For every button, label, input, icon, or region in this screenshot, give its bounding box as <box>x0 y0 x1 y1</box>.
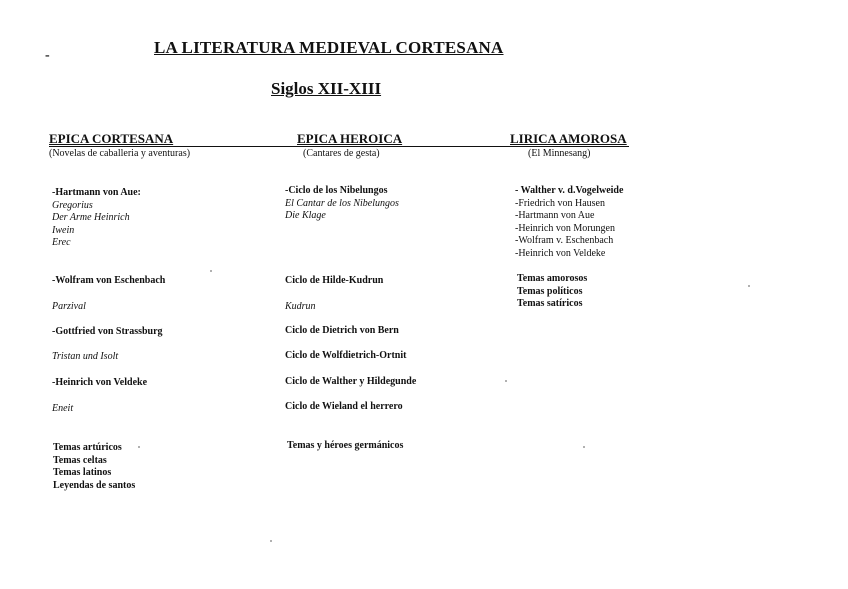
temas-cortesana <box>53 442 135 492</box>
page-title: LA LITERATURA MEDIEVAL CORTESANA <box>154 38 504 57</box>
poet-friedrich: -Friedrich von Hausen <box>515 197 605 209</box>
temas-lirica <box>517 273 587 311</box>
author-heinrich: -Heinrich von Veldeke <box>52 377 148 388</box>
work-der-arme-heinrich: Der Arme Heinrich <box>52 212 130 223</box>
cycle-hilde-kudrun: Ciclo de Hilde-Kudrun <box>285 275 384 286</box>
work-erec: Erec <box>52 237 71 248</box>
hartmann-block <box>52 187 141 250</box>
temas-heroica: Temas y héroes germánicos <box>287 440 404 451</box>
heading-epica-heroica: EPICA HEROICA <box>297 131 403 146</box>
subheading-epica-heroica: (Cantares de gesta) <box>303 148 380 159</box>
scan-speck <box>210 270 212 272</box>
cycle-nibelungos: -Ciclo de los Nibelungos <box>285 185 388 196</box>
subheading-epica-cortesana: (Novelas de caballeria y aventuras) <box>49 148 191 159</box>
scan-speck <box>583 446 585 448</box>
minnesang-poets <box>515 185 623 260</box>
scan-speck <box>138 446 140 448</box>
work-kudrun: Kudrun <box>285 301 316 312</box>
work-iwein: Iwein <box>52 224 75 236</box>
work-parzival: Parzival <box>52 301 86 312</box>
work-die-klage: Die Klage <box>285 210 326 221</box>
work-cantar-nibelungos: El Cantar de los Nibelungos <box>285 197 399 209</box>
subheading-lirica-amorosa: (El Minnesang) <box>528 148 591 159</box>
tema-satiricos: Temas satíricos <box>517 298 583 309</box>
heading-lirica-amorosa: LIRICA AMOROSA <box>510 131 627 146</box>
heading-epica-cortesana: EPICA CORTESANA <box>49 131 174 146</box>
cycle-walther: Ciclo de Walther y Hildegunde <box>285 376 417 387</box>
work-gregorius: Gregorius <box>52 199 93 211</box>
poet-morungen: -Heinrich von Morungen <box>515 222 615 234</box>
cycle-wieland: Ciclo de Wieland el herrero <box>285 401 403 412</box>
tema-celtas: Temas celtas <box>53 454 107 466</box>
author-wolfram: -Wolfram von Eschenbach <box>52 275 166 286</box>
page-subtitle: Siglos XII-XIII <box>271 79 382 98</box>
scan-speck <box>505 380 507 382</box>
tema-arturicos: Temas artúricos <box>53 442 122 453</box>
poet-hartmann: -Hartmann von Aue <box>515 210 595 221</box>
poet-walther: - Walther v. d.Vogelweide <box>515 185 624 196</box>
poet-wolfram: -Wolfram v. Eschenbach <box>515 235 614 246</box>
cycle-wolfdietrich: Ciclo de Wolfdietrich-Ortnit <box>285 350 407 361</box>
work-eneit: Eneit <box>52 403 74 414</box>
work-tristan: Tristan und Isolt <box>52 351 119 362</box>
scan-speck <box>270 540 272 542</box>
nibelungos-block <box>285 185 399 223</box>
tema-latinos: Temas latinos <box>53 467 112 478</box>
tema-politicos: Temas políticos <box>517 285 583 297</box>
author-hartmann: -Hartmann von Aue: <box>52 187 141 198</box>
stray-dash-mark: - <box>45 48 50 63</box>
tema-amorosos: Temas amorosos <box>517 273 588 284</box>
author-gottfried: -Gottfried von Strassburg <box>52 326 163 337</box>
heading-rule <box>49 146 629 147</box>
cycle-dietrich: Ciclo de Dietrich von Bern <box>285 325 399 336</box>
scan-speck <box>748 285 750 287</box>
tema-leyendas: Leyendas de santos <box>53 479 136 491</box>
poet-veldeke: -Heinrich von Veldeke <box>515 247 606 259</box>
